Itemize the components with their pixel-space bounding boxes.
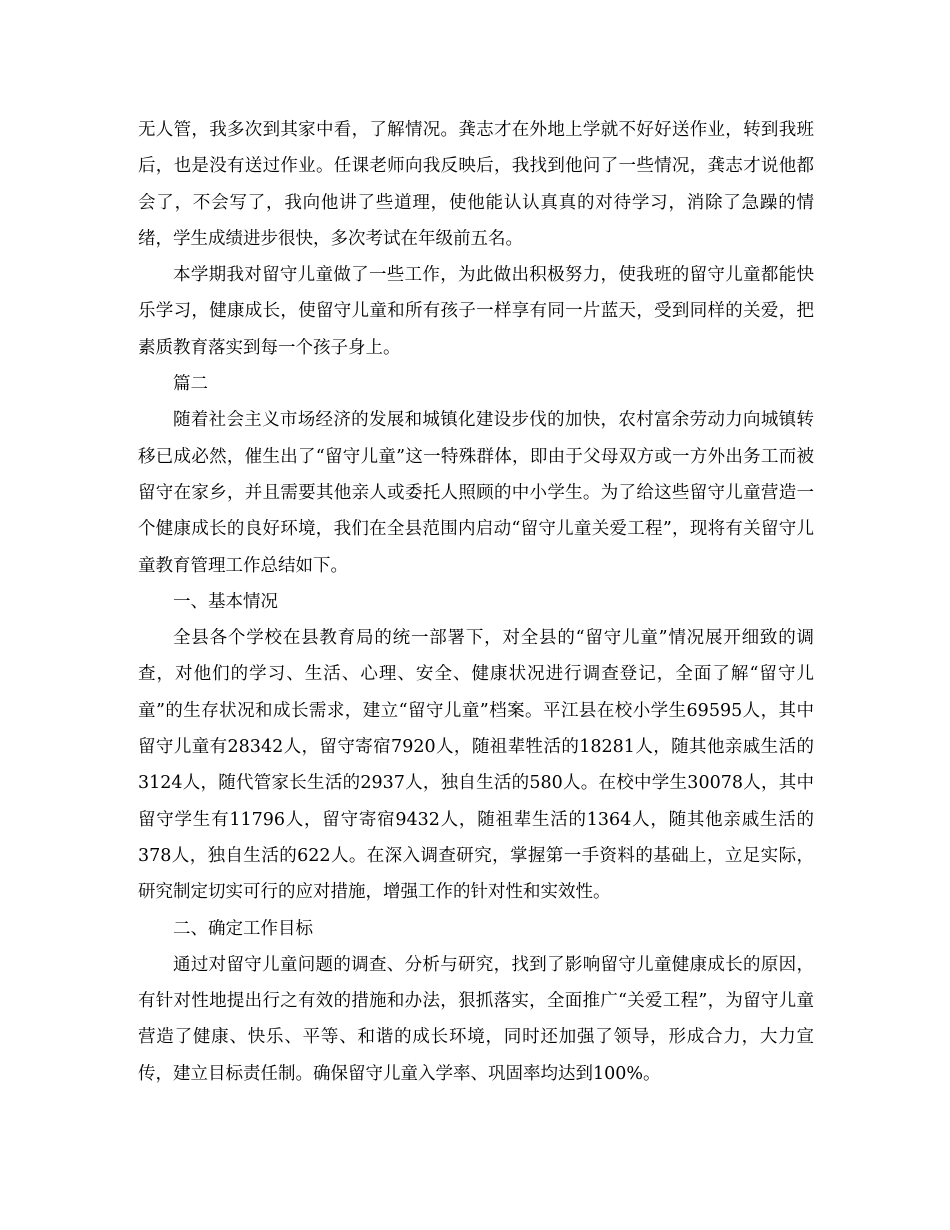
body-paragraph: 无人管，我多次到其家中看，了解情况。龚志才在外地上学就不好好送作业，转到我班后，也是没有送过作业。任课老师向我反映后，我找到他问了一些情况，龚志才说他都会了，不会写了，我向他讲了些道理，使他能认认真真的对待学习，消除了急躁的情绪，学生成绩进步很快，多次考试在年级前五名。	[138, 120, 814, 249]
body-paragraph: 全县各个学校在县教育局的统一部署下，对全县的“留守儿童”情况展开细致的调查，对他们的学习、生活、心理、安全、健康状况进行调查登记，全面了解“留守儿童”的生存状况和成长需求，建立“留守儿童”档案。平江县在校小学生69595人，其中留守儿童有28342人，留守寄宿7920人，随祖辈牲活的18281人，随其他亲戚生活的3124人，随代管家长生活的2937人，独自生活的580人。在校中学生30078人，其中留守学生有11796人，留守寄宿9432人，随祖辈生活的1364人，随其他亲戚生活的378人，独自生活的622人。在深入调查研究，掌握第一手资料的基础上，立足实际，研究制定切实可行的应对措施，增强工作的针对性和实效性。	[138, 628, 814, 903]
body-paragraph: 随着社会主义市场经济的发展和城镇化建设步伐的加快，农村富余劳动力向城镇转移已成必然，催生出了“留守儿童”这一特殊群体，即由于父母双方或一方外出务工而被留守在家乡，并且需要其他亲人或委托人照顾的中小学生。为了给这些留守儿童营造一个健康成长的良好环境，我们在全县范围内启动“留守儿童关爱工程”，现将有关留守儿童教育管理工作总结如下。	[138, 410, 814, 576]
section-heading: 篇二	[173, 374, 208, 395]
document-page	[138, 112, 814, 1092]
section-heading: 一、基本情况	[173, 591, 278, 612]
body-paragraph: 通过对留守儿童问题的调查、分析与研究，找到了影响留守儿童健康成长的原因，有针对性地提出行之有效的措施和办法，狠抓落实，全面推广“关爱工程”，为留守儿童营造了健康、快乐、平等、和谐的成长环境，同时还加强了领导，形成合力，大力宣传，建立目标责任制。确保留守儿童入学率、巩固率均达到100%。	[138, 954, 814, 1084]
section-heading: 二、确定工作目标	[173, 918, 313, 939]
body-paragraph: 本学期我对留守儿童做了一些工作，为此做出积极努力，使我班的留守儿童都能快乐学习，健康成长，使留守儿童和所有孩子一样享有同一片蓝天，受到同样的关爱，把素质教育落实到每一个孩子身上。	[138, 265, 814, 358]
